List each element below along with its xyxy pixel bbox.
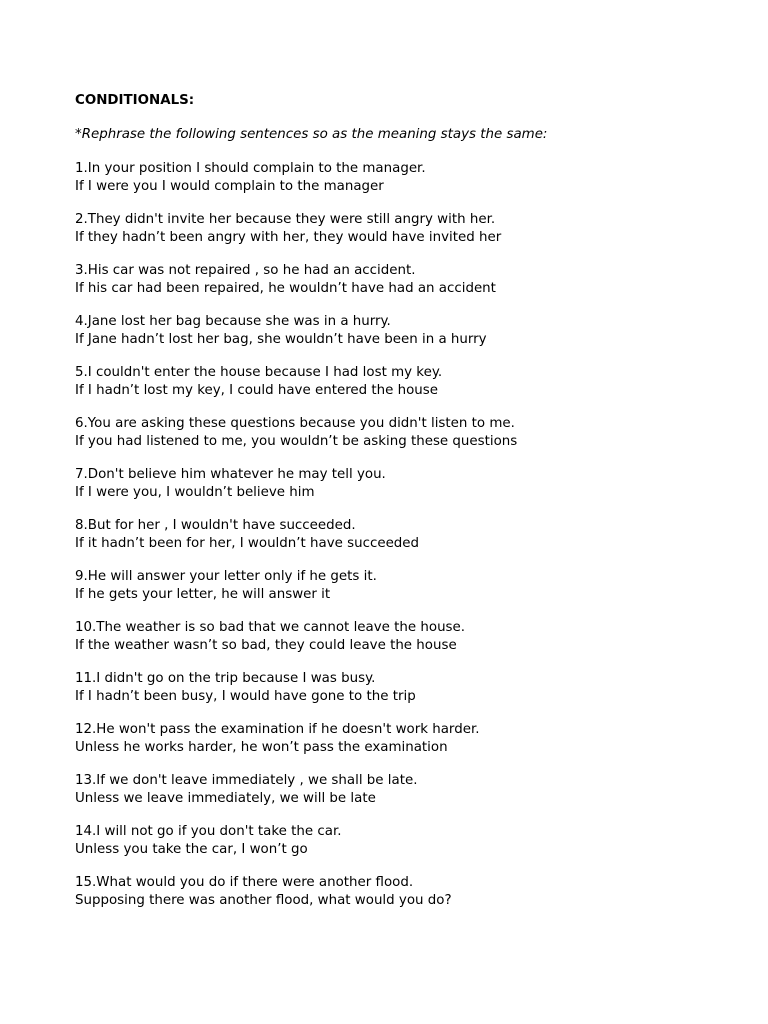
document-page [75, 92, 755, 909]
exercise-question: 1.In your position I should complain to the manager. [75, 161, 426, 176]
exercise-answer: If he gets your letter, he will answer it [75, 586, 331, 602]
exercise-answer: If I were you, I wouldn’t believe him [75, 484, 315, 500]
exercise-answer: Unless he works harder, he won’t pass the examination [75, 739, 448, 755]
exercise-item [75, 160, 755, 195]
exercise-answer: Unless you take the car, I won’t go [75, 841, 308, 857]
exercise-answer: If Jane hadn’t lost her bag, she wouldn’t have been in a hurry [75, 331, 487, 347]
exercise-item [75, 670, 755, 705]
exercise-item [75, 517, 755, 552]
exercise-answer: If you had listened to me, you wouldn’t be asking these questions [75, 433, 518, 449]
exercise-question: 11.I didn't go on the trip because I was busy. [75, 671, 376, 686]
exercise-question: 13.If we don't leave immediately , we shall be late. [75, 773, 418, 788]
exercise-item [75, 568, 755, 603]
exercise-item [75, 466, 755, 501]
exercise-question: 7.Don't believe him whatever he may tell you. [75, 467, 386, 482]
exercise-item [75, 823, 755, 858]
exercise-answer: If they hadn’t been angry with her, they would have invited her [75, 229, 502, 245]
exercise-item [75, 364, 755, 399]
exercise-answer: If his car had been repaired, he wouldn’t have had an accident [75, 280, 496, 296]
exercise-question: 6.You are asking these questions because you didn't listen to me. [75, 416, 515, 431]
exercise-question: 4.Jane lost her bag because she was in a hurry. [75, 314, 391, 329]
exercise-item [75, 619, 755, 654]
exercise-item [75, 772, 755, 807]
exercise-answer: If I were you I would complain to the manager [75, 178, 384, 194]
exercise-question: 3.His car was not repaired , so he had an accident. [75, 263, 416, 278]
document-title: CONDITIONALS: [75, 93, 195, 108]
exercise-question: 10.The weather is so bad that we cannot leave the house. [75, 620, 466, 635]
exercise-answer: If it hadn’t been for her, I wouldn’t have succeeded [75, 535, 420, 551]
exercise-answer: If the weather wasn’t so bad, they could leave the house [75, 637, 457, 653]
exercise-answer: Supposing there was another flood, what would you do? [75, 892, 452, 908]
exercise-item [75, 211, 755, 246]
exercise-item [75, 313, 755, 348]
exercise-item [75, 721, 755, 756]
exercise-question: 14.I will not go if you don't take the car. [75, 824, 342, 839]
exercise-answer: Unless we leave immediately, we will be late [75, 790, 376, 806]
exercise-item [75, 874, 755, 909]
exercise-question: 15.What would you do if there were another flood. [75, 875, 414, 890]
exercise-item [75, 262, 755, 297]
exercise-question: 2.They didn't invite her because they were still angry with her. [75, 212, 496, 227]
exercise-question: 12.He won't pass the examination if he doesn't work harder. [75, 722, 480, 737]
exercise-answer: If I hadn’t been busy, I would have gone to the trip [75, 688, 416, 704]
exercise-question: 9.He will answer your letter only if he gets it. [75, 569, 377, 584]
exercise-answer: If I hadn’t lost my key, I could have entered the house [75, 382, 439, 398]
exercise-question: 8.But for her , I wouldn't have succeeded. [75, 518, 356, 533]
exercise-item [75, 415, 755, 450]
instruction-text: *Rephrase the following sentences so as the meaning stays the same: [75, 127, 548, 142]
exercise-question: 5.I couldn't enter the house because I had lost my key. [75, 365, 443, 380]
